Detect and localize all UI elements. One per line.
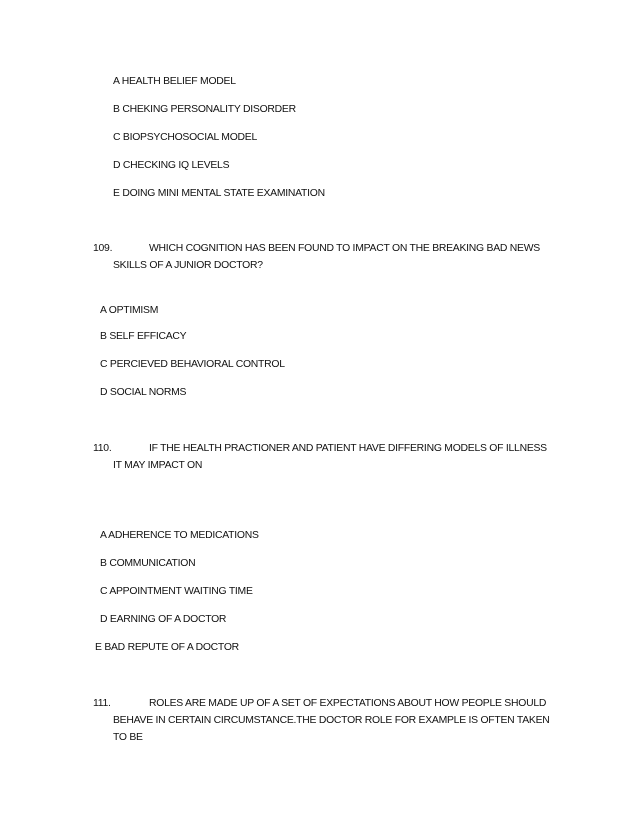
option-c: C BIOPSYCHOSOCIAL MODEL [113,132,257,143]
option-a: A HEALTH BELIEF MODEL [113,76,236,87]
option-e: E BAD REPUTE OF A DOCTOR [95,642,239,653]
question-text: ROLES ARE MADE UP OF A SET OF EXPECTATIONS ABOUT HOW PEOPLE SHOULD [149,698,547,709]
option-c: C APPOINTMENT WAITING TIME [100,586,253,597]
question-text: WHICH COGNITION HAS BEEN FOUND TO IMPACT ON THE BREAKING BAD NEWS [149,243,540,254]
option-e: E DOING MINI MENTAL STATE EXAMINATION [113,188,325,199]
question-110-line1 [93,442,547,456]
question-111-line3: TO BE [113,732,143,743]
question-109-line2: SKILLS OF A JUNIOR DOCTOR? [113,260,263,271]
option-a: A OPTIMISM [100,305,159,316]
option-d: D SOCIAL NORMS [100,387,187,398]
option-d: D CHECKING IQ LEVELS [113,160,230,171]
option-d: D EARNING OF A DOCTOR [100,614,227,625]
question-110-line2: IT MAY IMPACT ON [113,460,203,471]
option-a: A ADHERENCE TO MEDICATIONS [100,530,259,541]
option-b: B SELF EFFICACY [100,331,187,342]
question-111-line2: BEHAVE IN CERTAIN CIRCUMSTANCE.THE DOCTOR ROLE FOR EXAMPLE IS OFTEN TAKEN [113,715,550,726]
question-number: 110. [93,443,112,454]
question-111-line1 [93,697,546,711]
question-109-line1 [93,242,540,256]
option-b: B COMMUNICATION [100,558,196,569]
option-c: C PERCIEVED BEHAVIORAL CONTROL [100,359,285,370]
question-number: 109. [93,243,113,254]
question-number: 111. [93,698,111,709]
option-b: B CHEKING PERSONALITY DISORDER [113,104,296,115]
question-text: IF THE HEALTH PRACTIONER AND PATIENT HAVE DIFFERING MODELS OF ILLNESS [149,443,547,454]
